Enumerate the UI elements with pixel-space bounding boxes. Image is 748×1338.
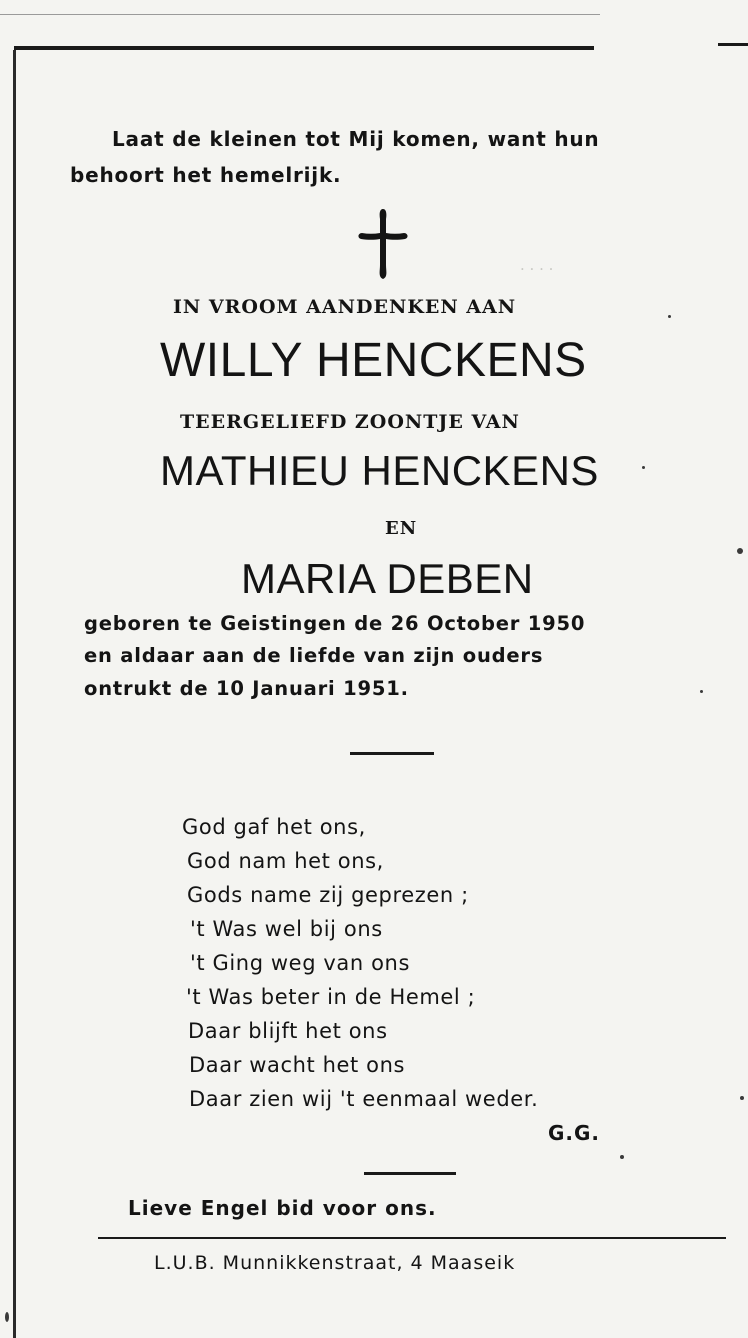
cross-icon bbox=[356, 207, 410, 281]
poem-line-4: 't Was wel bij ons bbox=[190, 917, 383, 941]
top-rule-right bbox=[718, 43, 748, 46]
born-line-3: ontrukt de 10 Januari 1951. bbox=[84, 677, 409, 700]
speck bbox=[5, 1312, 9, 1322]
poem-line-7: Daar blijft het ons bbox=[188, 1019, 388, 1043]
divider-1 bbox=[350, 752, 434, 755]
speck bbox=[700, 690, 703, 693]
poem-line-3: Gods name zij geprezen ; bbox=[187, 883, 469, 907]
speck bbox=[737, 548, 743, 554]
speck bbox=[668, 315, 671, 318]
speck bbox=[620, 1155, 624, 1159]
poem-line-5: 't Ging weg van ons bbox=[190, 951, 410, 975]
top-edge-line bbox=[0, 14, 600, 15]
left-border bbox=[13, 50, 16, 1338]
closing-prayer: Lieve Engel bid voor ons. bbox=[128, 1196, 437, 1220]
quote-line-2: behoort het hemelrijk. bbox=[70, 163, 342, 187]
born-line-1: geboren te Geistingen de 26 October 1950 bbox=[84, 612, 586, 635]
poem-line-9: Daar zien wij 't eenmaal weder. bbox=[189, 1087, 539, 1111]
in-memory-heading: IN VROOM AANDENKEN AAN bbox=[173, 296, 517, 318]
quote-line-1: Laat de kleinen tot Mij komen, want hun bbox=[112, 127, 600, 151]
deceased-name: WILLY HENCKENS bbox=[160, 334, 587, 387]
poem-line-1: God gaf het ons, bbox=[182, 815, 366, 839]
poem-line-6: 't Was beter in de Hemel ; bbox=[186, 985, 476, 1009]
printer-imprint: L.U.B. Munnikkenstraat, 4 Maaseik bbox=[154, 1252, 516, 1274]
born-line-2: en aldaar aan de liefde van zijn ouders bbox=[84, 644, 544, 667]
poem-line-8: Daar wacht het ons bbox=[189, 1053, 406, 1077]
speck bbox=[642, 466, 645, 469]
beloved-son-heading: TEERGELIEFD ZOONTJE VAN bbox=[180, 411, 520, 433]
mother-name: MARIA DEBEN bbox=[241, 555, 534, 602]
top-rule bbox=[14, 46, 594, 50]
speck bbox=[740, 1096, 744, 1100]
divider-2 bbox=[364, 1172, 456, 1175]
and-word: EN bbox=[385, 518, 418, 539]
father-name: MATHIEU HENCKENS bbox=[160, 447, 599, 494]
bottom-rule bbox=[98, 1237, 726, 1239]
poem-line-2: God nam het ons, bbox=[187, 849, 384, 873]
poem-signature: G.G. bbox=[548, 1121, 601, 1145]
bleed-through-text: · · · · bbox=[520, 260, 554, 278]
